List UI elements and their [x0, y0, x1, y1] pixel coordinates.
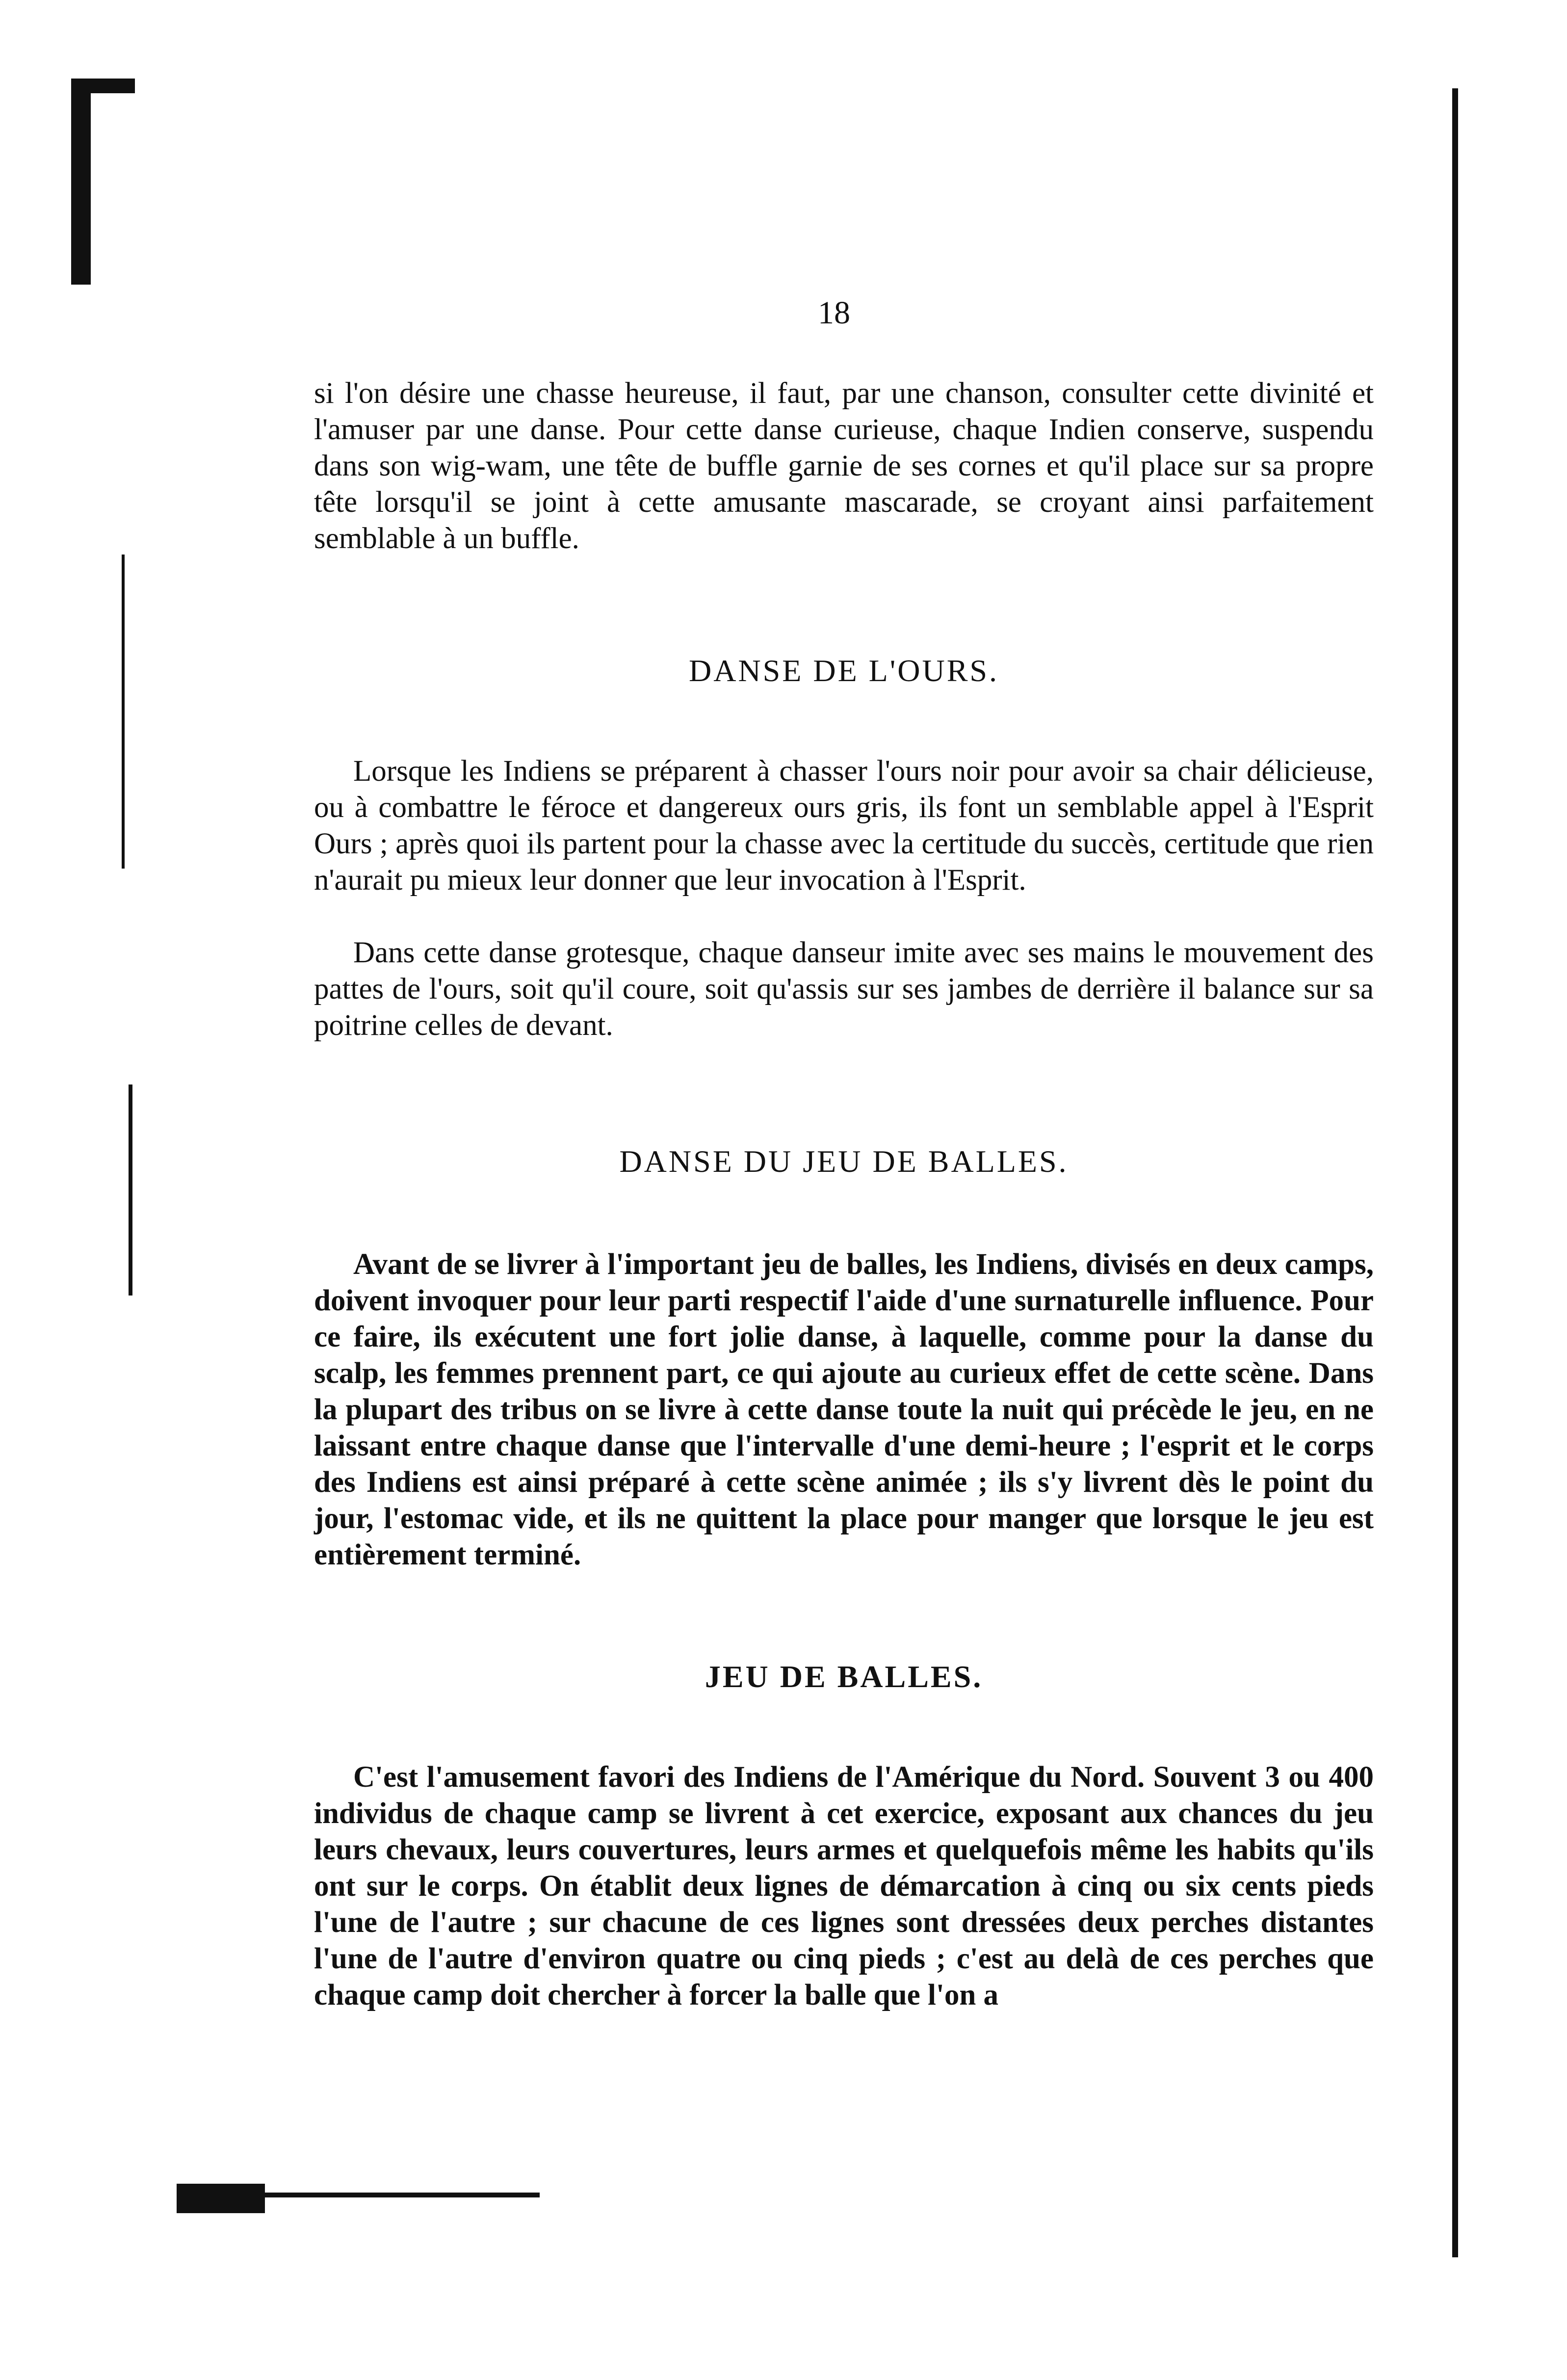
- scan-edge-mark-right: [1452, 88, 1458, 2257]
- paragraph-bear-dance: Dans cette danse grotesque, chaque danseur imite avec ses mains le mouvement des pattes de l'ours, soit qu'il coure, soit qu'assis sur ses jambes de derrière il balance sur sa poitrine celles de devant.: [314, 936, 1374, 1042]
- heading-danse-de-lours: DANSE DE L'OURS.: [689, 653, 999, 688]
- heading-jeu-de-balles: JEU DE BALLES.: [705, 1659, 983, 1694]
- scan-edge-mark-top-left-flag: [71, 79, 135, 93]
- scan-edge-mark-bottom-line: [265, 2193, 540, 2197]
- paragraph-ball-game-dance: Avant de se livrer à l'important jeu de balles, les Indiens, divisés en deux camps, doivent invoquer pour leur parti respectif l'aide d'une surnaturelle influence. Pour ce faire, ils exécutent une fort jolie danse, à laquelle, comme pour la danse du scalp, les femmes prennent part, ce qui ajoute au curieux effet de cette scène. Dans la plupart des tribus on se livre à cette danse toute la nuit qui précède le jeu, en ne laissant entre chaque danse que l'intervalle d'une demi-heure ; l'esprit et le corps des Indiens est ainsi préparé à cette scène animée ; ils s'y livrent dès le point du jour, l'estomac vide, et ils ne quittent la place pour manger que lorsque le jeu est entièrement terminé.: [314, 1248, 1374, 1571]
- paragraph-ball-game: C'est l'amusement favori des Indiens de l'Amérique du Nord. Souvent 3 ou 400 individus de chaque camp se livrent à cet exercice, exposant aux chances du jeu leurs chevaux, leurs couvertures, leurs armes et quelquefois même les habits qu'ils ont sur le corps. On établit deux lignes de démarcation à cinq ou six cents pieds l'une de l'autre ; sur chacune de ces lignes sont dressées deux perches distantes l'une de l'autre d'environ quatre ou cinq pieds ; c'est au delà de ces perches que chaque camp doit chercher à forcer la balle que l'on a: [314, 1761, 1374, 2011]
- scan-edge-mark-left: [129, 1084, 132, 1296]
- scan-edge-mark-bottom-left: [177, 2184, 265, 2213]
- paragraph-bear-hunt: Lorsque les Indiens se préparent à chasser l'ours noir pour avoir sa chair délicieuse, ou à combattre le féroce et dangereux ours gris, ils font un semblable appel à l'Esprit Ours ; après quoi ils partent pour la chasse avec la certitude du succès, certitude que rien n'aurait pu mieux leur donner que leur invocation à l'Esprit.: [314, 755, 1374, 897]
- heading-danse-du-jeu-de-balles: DANSE DU JEU DE BALLES.: [619, 1144, 1069, 1179]
- scan-edge-mark-top-left: [71, 79, 91, 285]
- paragraph-buffalo-dance-end: si l'on désire une chasse heureuse, il faut, par une chanson, consulter cette divinité et l'amuser par une danse. Pour cette danse curieuse, chaque Indien conserve, suspendu dans son wig-wam, une tête de buffle garnie de ses cornes et qu'il place sur sa propre tête lorsqu'il se joint à cette amusante mascarade, se croyant ainsi parfaitement semblable à un buffle.: [314, 377, 1374, 555]
- scan-edge-mark-left-2: [122, 555, 125, 869]
- page-number: 18: [818, 295, 850, 331]
